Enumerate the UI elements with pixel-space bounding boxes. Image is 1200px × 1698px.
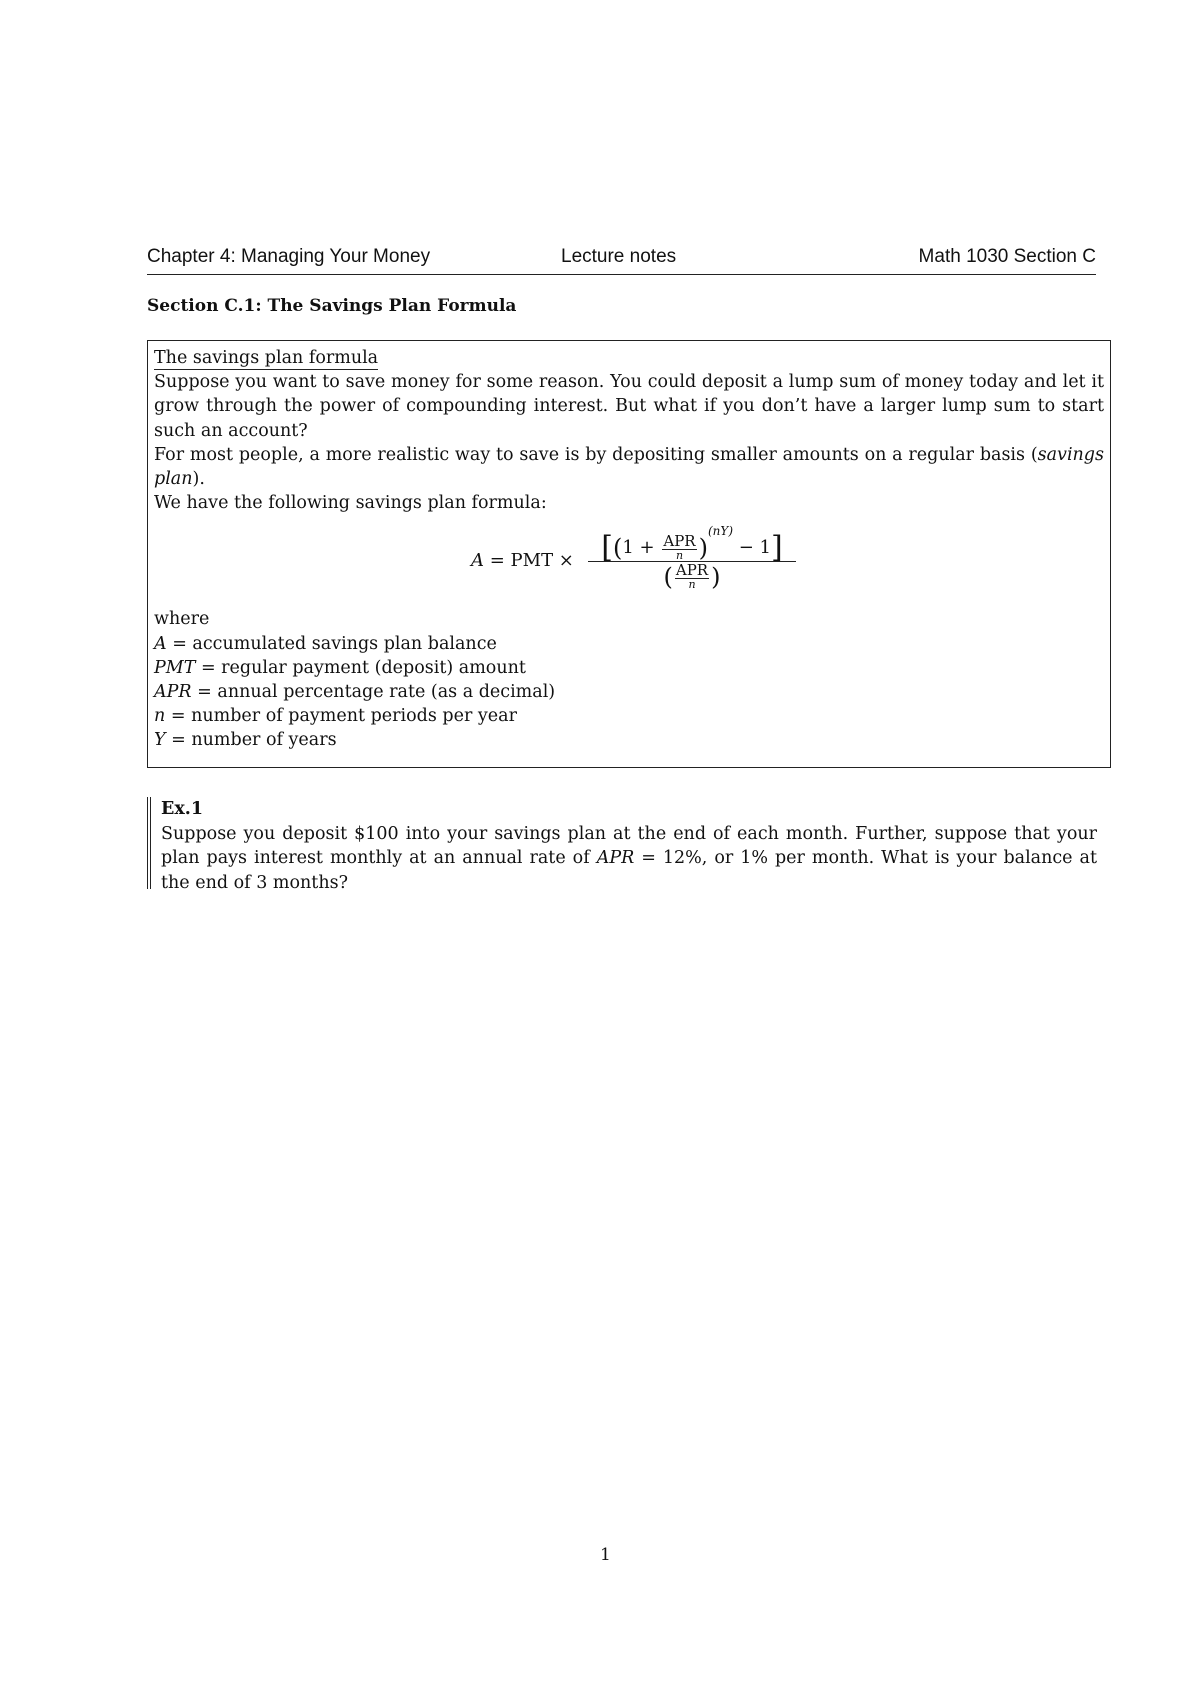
n-denominator: n xyxy=(675,549,684,563)
definition-row xyxy=(154,656,1104,680)
definition-row xyxy=(154,632,1104,656)
definition-text: = accumulated savings plan balance xyxy=(166,633,497,654)
definition-text: = number of payment periods per year xyxy=(165,706,517,727)
formula-one-plus: 1 + xyxy=(622,537,655,559)
definition-row xyxy=(154,704,1104,728)
page-number: 1 xyxy=(600,1545,611,1565)
formula-intro: We have the following savings plan formula: xyxy=(154,493,547,514)
apr-over-n-fraction xyxy=(662,534,696,562)
where-label: where xyxy=(154,609,210,630)
definition-row xyxy=(154,680,1104,704)
definition-symbol: PMT xyxy=(154,657,196,678)
section-title: Section C.1: The Savings Plan Formula xyxy=(147,296,517,316)
n-denom-denominator: n xyxy=(688,578,696,592)
realistic-text: For most people, a more realistic way to save is by depositing smaller amounts on a regular basis ( xyxy=(154,444,1038,465)
header-chapter: Chapter 4: Managing Your Money xyxy=(147,246,431,267)
definition-text: = annual percentage rate (as a decimal) xyxy=(191,682,556,703)
formula-exponent: (nY) xyxy=(707,524,733,539)
apr-over-n-denominator xyxy=(675,563,709,591)
definition-symbol: Y xyxy=(154,730,166,751)
formula-denominator: ( $\frac{\text{APR}}{n}$ ) xyxy=(663,561,721,592)
formula-fraction xyxy=(588,515,796,605)
savings-plan-formula xyxy=(154,515,1104,607)
example-block xyxy=(147,797,1097,893)
definition-row xyxy=(154,728,1104,752)
formula-numerator: [(1 + $\frac{\text{APR}}{n}$ )$^{(nY)}$ − 1] xyxy=(601,524,783,566)
definition-text: = regular payment (deposit) amount xyxy=(195,657,526,678)
definitions-list xyxy=(154,632,1104,753)
formula-minus-one: − 1 xyxy=(738,537,771,559)
realistic-end: ). xyxy=(192,469,205,490)
definition-text: = number of years xyxy=(165,730,337,751)
page-header xyxy=(147,246,1096,275)
header-course: Math 1030 Section C xyxy=(918,246,1096,267)
example-apr-symbol: APR xyxy=(596,848,635,868)
apr-denom-numerator: APR xyxy=(675,561,709,580)
definition-symbol: n xyxy=(154,706,166,727)
example-text-a: Suppose you deposit $100 into your savings plan at the end of each month. Further, suppose that your plan pays interest monthly at an annual rate of xyxy=(161,823,1097,868)
apr-numerator: APR xyxy=(663,532,696,551)
box-title: The savings plan formula xyxy=(154,348,379,368)
formula-var-a: A xyxy=(471,550,484,572)
header-lecture-notes: Lecture notes xyxy=(561,246,677,267)
example-text-b: = 12%, or 1% per month. What is your balance at the end of 3 months? xyxy=(161,848,1097,893)
example-text xyxy=(161,822,1097,896)
intro-paragraph: Suppose you want to save money for some reason. You could deposit a lump sum of money today and let it grow through the power of compounding interest. But what if you don’t have a larger lump sum to start such an account? xyxy=(154,372,1104,441)
definition-symbol: APR xyxy=(154,682,192,703)
definition-symbol: A xyxy=(154,633,167,654)
realistic-paragraph xyxy=(154,443,1104,491)
formula-pmt: = PMT × xyxy=(484,550,574,572)
savings-plan-emphasis: savings plan xyxy=(154,444,1104,490)
example-label: Ex.1 xyxy=(161,799,204,819)
formula-box xyxy=(147,340,1111,768)
formula-lhs xyxy=(471,549,574,573)
